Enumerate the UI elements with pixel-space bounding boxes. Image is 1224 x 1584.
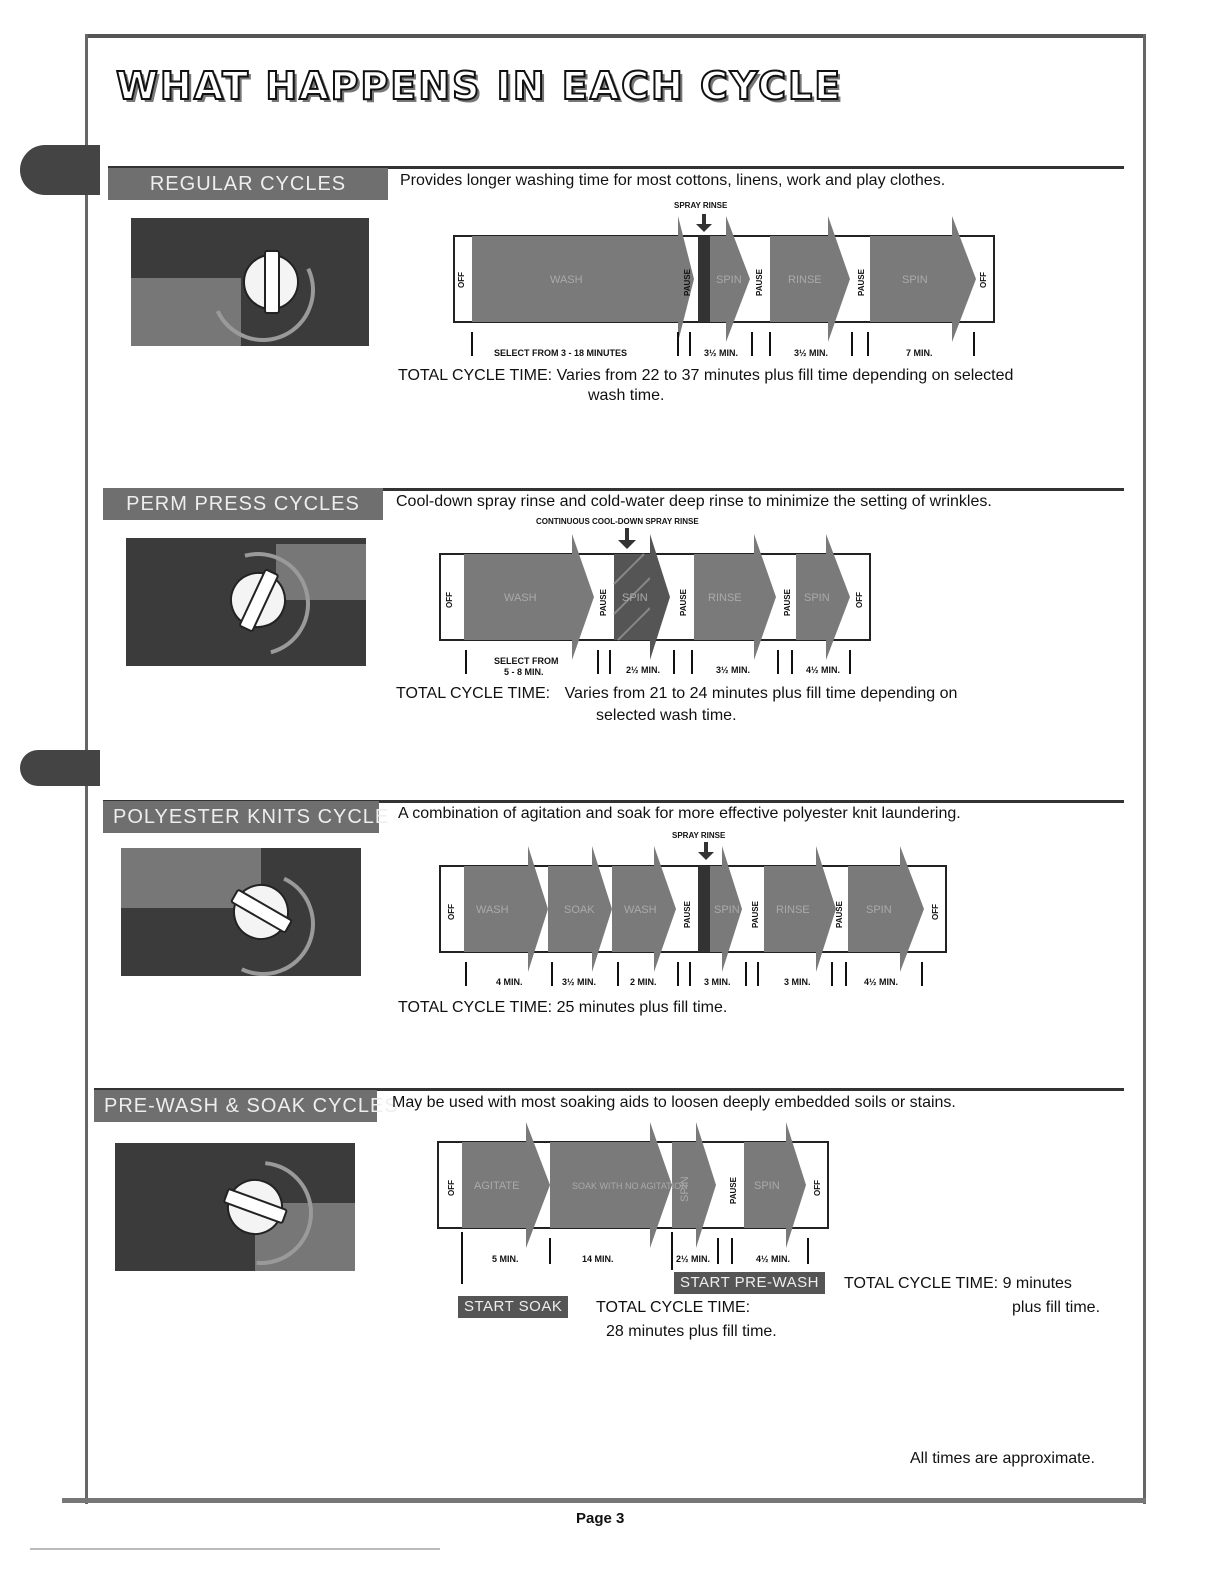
duration-label: 7 MIN. (906, 348, 933, 358)
duration-label: 4½ MIN. (806, 665, 841, 675)
cycle-badge: POLYESTER KNITS CYCLE (103, 801, 379, 833)
segment-label: WASH (550, 274, 583, 286)
duration-label: SELECT FROM 3 - 18 MINUTES (494, 348, 628, 358)
prewash-total-cycle-time-label: TOTAL CYCLE TIME: (844, 1275, 999, 1292)
segment-label: SPIN (804, 592, 830, 604)
page-frame-right (1143, 34, 1146, 1504)
total-cycle-time (396, 684, 957, 704)
segment-label: OFF (445, 592, 454, 608)
segment-label: SOAK (564, 904, 595, 916)
page-frame-bottom (62, 1498, 1146, 1503)
total-cycle-time-label: TOTAL CYCLE TIME: (396, 685, 551, 702)
duration-label: 4 MIN. (496, 977, 523, 987)
duration-label: 5 MIN. (492, 1254, 519, 1264)
segment-label: PAUSE (599, 589, 608, 616)
spray-rinse-callout: SPRAY RINSE (674, 201, 728, 210)
segment-label: SPIN (679, 1176, 691, 1202)
segment-label: WASH (624, 904, 657, 916)
cycle-description: A combination of agitation and soak for more effective polyester knit laundering. (398, 805, 961, 822)
page-title: WHAT HAPPENS IN EACH CYCLE (116, 64, 843, 108)
duration-label: 2½ MIN. (676, 1254, 711, 1264)
cycle-dial-knob[interactable] (243, 254, 299, 310)
segment-label: RINSE (788, 274, 822, 286)
duration-label: 3 MIN. (784, 977, 811, 987)
segment-label: OFF (457, 272, 466, 288)
prewash-total-cycle-time-continued: plus fill time. (1012, 1299, 1101, 1316)
total-cycle-time-value: Varies from 22 to 37 minutes plus fill time depending on selected (556, 367, 1014, 384)
cycle-badge: PRE-WASH & SOAK CYCLES (94, 1090, 377, 1122)
cycle-timeline (436, 514, 896, 684)
dial-photo (115, 1143, 355, 1271)
duration-label: 4½ MIN. (756, 1254, 791, 1264)
segment-label: PAUSE (857, 269, 866, 296)
duration-label: 2 MIN. (630, 977, 657, 987)
dial-photo (131, 218, 369, 346)
soak-total-cycle-time-value: 28 minutes plus fill time. (606, 1323, 777, 1340)
duration-label: 3½ MIN. (716, 665, 751, 675)
segment-label: SPIN (714, 904, 740, 916)
cycle-badge: PERM PRESS CYCLES (103, 488, 383, 520)
cycle-description: Cool-down spray rinse and cold-water deep rinse to minimize the setting of wrinkles. (396, 493, 992, 510)
duration-label: 14 MIN. (582, 1254, 614, 1264)
dial-photo (121, 848, 361, 976)
total-cycle-time-label: TOTAL CYCLE TIME: (398, 999, 553, 1016)
segment-label: PAUSE (751, 901, 760, 928)
segment-label: OFF (855, 592, 864, 608)
total-cycle-time-label: TOTAL CYCLE TIME: (398, 367, 553, 384)
segment-label: OFF (447, 1180, 456, 1196)
binder-tab (20, 145, 100, 195)
segment-label: AGITATE (474, 1180, 520, 1192)
prewash-total-cycle-time-value: 9 minutes (1002, 1275, 1072, 1292)
cycle-timeline (436, 826, 956, 996)
duration-label: 2½ MIN. (626, 665, 661, 675)
dial-photo (126, 538, 366, 666)
total-cycle-time-value: 25 minutes plus fill time. (556, 999, 728, 1016)
segment-label: PAUSE (755, 269, 764, 296)
segment-label: OFF (931, 904, 940, 920)
total-cycle-time-continued: selected wash time. (596, 707, 737, 724)
segment-label: SPIN (716, 274, 742, 286)
cycle-timeline (440, 196, 1020, 366)
cycle-description: May be used with most soaking aids to loosen deeply embedded soils or stains. (392, 1094, 956, 1111)
duration-label: 5 - 8 MIN. (504, 667, 544, 677)
total-cycle-time-value: Varies from 21 to 24 minutes plus fill time depending on (564, 685, 958, 702)
segment-label: PAUSE (683, 901, 692, 928)
total-cycle-time-continued: wash time. (588, 387, 665, 404)
total-cycle-time (398, 998, 727, 1018)
cycle-description: Provides longer washing time for most cottons, linens, work and play clothes. (400, 172, 946, 189)
segment-label: SPIN (622, 592, 648, 604)
duration-label: 3½ MIN. (704, 348, 739, 358)
segment-label: WASH (504, 592, 537, 604)
segment-label: OFF (813, 1180, 822, 1196)
segment-label: PAUSE (683, 269, 692, 296)
segment-label: PAUSE (835, 901, 844, 928)
segment-label: PAUSE (729, 1177, 738, 1204)
prewash-total-cycle-time (844, 1274, 1072, 1294)
cycle-badge: REGULAR CYCLES (108, 168, 388, 200)
scan-artifact-line (30, 1548, 440, 1550)
cycle-timeline (432, 1114, 832, 1284)
segment-label: RINSE (776, 904, 810, 916)
start-prewash-badge: START PRE-WASH (674, 1272, 825, 1294)
segment-label: RINSE (708, 592, 742, 604)
segment-label: SPIN (866, 904, 892, 916)
duration-label: 4½ MIN. (864, 977, 899, 987)
segment-label: SPIN (902, 274, 928, 286)
segment-label: SOAK WITH NO AGITATION (572, 1181, 688, 1191)
page-frame-top (85, 34, 1145, 38)
segment-label: SPIN (754, 1180, 780, 1192)
duration-label: 3½ MIN. (562, 977, 597, 987)
duration-label: 3 MIN. (704, 977, 731, 987)
duration-label: 3½ MIN. (794, 348, 829, 358)
start-soak-badge: START SOAK (458, 1296, 568, 1318)
segment-label: OFF (447, 904, 456, 920)
soak-total-cycle-time-label: TOTAL CYCLE TIME: (596, 1299, 751, 1316)
duration-label: SELECT FROM (494, 656, 559, 666)
spray-rinse-callout: CONTINUOUS COOL-DOWN SPRAY RINSE (536, 517, 699, 526)
footnote: All times are approximate. (910, 1450, 1095, 1467)
total-cycle-time (398, 366, 1013, 386)
spray-rinse-callout: SPRAY RINSE (672, 831, 726, 840)
segment-label: WASH (476, 904, 509, 916)
binder-tab (20, 750, 100, 786)
segment-label: OFF (979, 272, 988, 288)
page-number: Page 3 (576, 1510, 625, 1527)
segment-label: PAUSE (679, 589, 688, 616)
segment-label: PAUSE (783, 589, 792, 616)
